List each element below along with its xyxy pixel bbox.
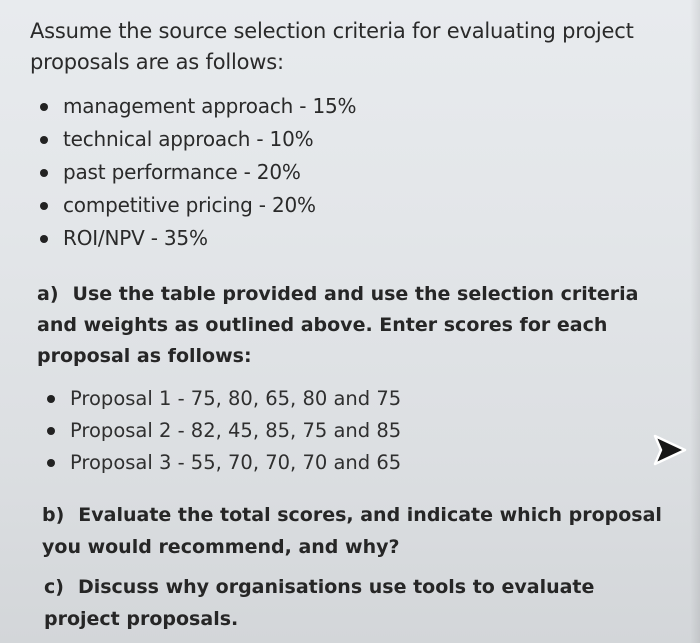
criteria-item-text: ROI/NPV - 35%	[63, 226, 208, 250]
question-c-text: Discuss why organisations use tools to evaluate project proposals.	[44, 576, 595, 630]
list-item	[40, 415, 401, 447]
criteria-list	[33, 90, 356, 255]
question-b-text: Evaluate the total scores, and indicate which proposal you would recommend, and why?	[42, 504, 662, 558]
bullet-dot-icon	[40, 136, 48, 144]
question-a-text: Use the table provided and use the selection criteria and weights as outlined above. Enter scores for each proposal as follows:	[37, 283, 639, 367]
bullet-dot-icon	[47, 395, 55, 403]
proposal-item-text: Proposal 2 - 82, 45, 85, 75 and 85	[70, 419, 402, 442]
page-edge-shadow	[690, 0, 700, 643]
proposal-item-text: Proposal 1 - 75, 80, 65, 80 and 75	[70, 387, 402, 410]
bullet-dot-icon	[47, 459, 55, 467]
cursor-arrow-icon	[651, 430, 691, 470]
question-b	[42, 499, 662, 563]
proposals-list	[40, 383, 401, 479]
proposal-item-text: Proposal 3 - 55, 70, 70, 70 and 65	[70, 451, 402, 474]
bullet-dot-icon	[40, 169, 48, 177]
question-c	[44, 571, 664, 635]
list-item	[40, 447, 401, 479]
bullet-dot-icon	[40, 103, 48, 111]
list-item	[40, 383, 401, 415]
question-a	[37, 279, 657, 372]
list-item	[33, 156, 356, 189]
intro-paragraph: Assume the source selection criteria for evaluating project proposals are as follows:	[30, 19, 634, 74]
question-a-label: a)	[37, 283, 59, 305]
bullet-dot-icon	[47, 427, 55, 435]
criteria-item-text: technical approach - 10%	[63, 127, 314, 151]
question-c-label: c)	[44, 576, 64, 598]
list-item	[33, 189, 356, 222]
list-item	[33, 90, 356, 123]
list-item	[33, 222, 356, 255]
criteria-item-text: management approach - 15%	[63, 94, 357, 118]
bullet-dot-icon	[40, 235, 48, 243]
list-item	[33, 123, 356, 156]
criteria-item-text: past performance - 20%	[63, 160, 301, 184]
bullet-dot-icon	[40, 202, 48, 210]
question-b-label: b)	[42, 504, 65, 526]
criteria-item-text: competitive pricing - 20%	[63, 193, 316, 217]
